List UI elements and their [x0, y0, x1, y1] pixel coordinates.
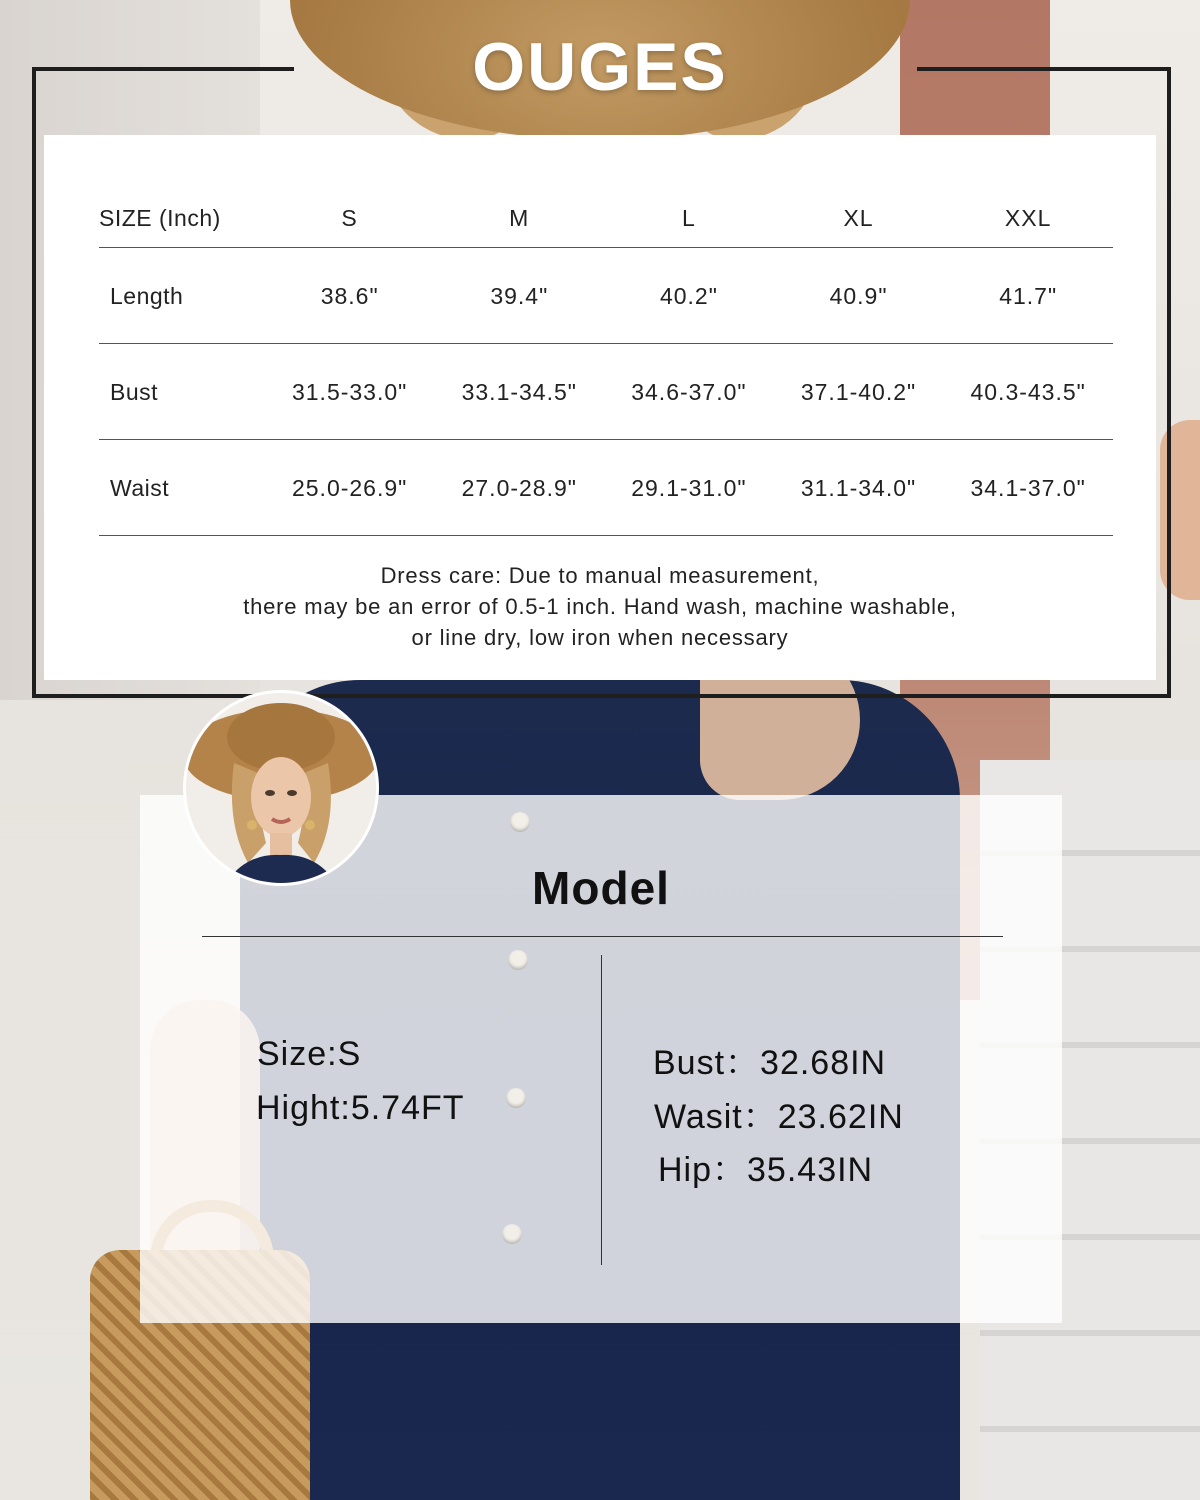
- table-cell: 40.2": [659, 282, 718, 309]
- row-label-waist: Waist: [110, 474, 170, 501]
- model-bust: Bust：32.68IN: [653, 1044, 887, 1082]
- frame-line-right: [1167, 67, 1171, 698]
- size-chart-header-label: SIZE (Inch): [99, 204, 221, 231]
- table-cell: 27.0-28.9": [461, 474, 577, 501]
- table-cell: 34.6-37.0": [631, 378, 747, 405]
- size-column-l: L: [681, 204, 696, 231]
- table-cell: 39.4": [490, 282, 549, 309]
- table-divider: [99, 535, 1113, 536]
- care-note-line-1: Dress care: Due to manual measurement,: [380, 563, 820, 588]
- size-column-m: M: [509, 204, 530, 231]
- table-cell: 37.1-40.2": [800, 378, 917, 405]
- table-cell: 38.6": [320, 282, 379, 309]
- table-cell: 31.5-33.0": [291, 378, 408, 405]
- model-hip: Hip：35.43IN: [658, 1151, 874, 1189]
- model-arm-edge: [1160, 420, 1200, 600]
- model-title: Model: [532, 862, 670, 914]
- size-column-xxl: XXL: [1004, 204, 1052, 231]
- size-chart-header-row: [99, 135, 1113, 248]
- table-cell: 29.1-31.0": [631, 474, 747, 501]
- table-row-waist: [99, 440, 1113, 536]
- table-row-length: [99, 248, 1113, 344]
- dress-button: [502, 1224, 522, 1244]
- model-divider-vertical: [601, 955, 602, 1265]
- size-column-xl: XL: [843, 204, 874, 231]
- dress-button: [506, 1088, 526, 1108]
- frame-line-left: [32, 67, 36, 698]
- table-cell: 25.0-26.9": [291, 474, 408, 501]
- dress-button: [508, 950, 528, 970]
- model-avatar: [186, 693, 376, 883]
- size-column-s: S: [341, 204, 358, 231]
- table-cell: 40.9": [829, 282, 888, 309]
- row-label-bust: Bust: [110, 378, 159, 405]
- care-note-line-3: or line dry, low iron when necessary: [411, 625, 789, 650]
- frame-line-bottom: [32, 694, 1171, 698]
- dress-button: [510, 812, 530, 832]
- table-cell: 40.3-43.5": [970, 378, 1086, 405]
- model-height: Hight:5.74FT: [256, 1089, 465, 1127]
- table-cell: 34.1-37.0": [970, 474, 1086, 501]
- size-chart-table: [99, 135, 1113, 536]
- size-chart-panel: [44, 135, 1156, 680]
- model-divider-horizontal: [202, 936, 1003, 937]
- table-cell: 41.7": [999, 282, 1058, 309]
- care-note-line-2: there may be an error of 0.5-1 inch. Hand wash, machine washable,: [243, 594, 957, 619]
- model-waist: Wasit：23.62IN: [654, 1098, 904, 1136]
- care-note: [44, 560, 1156, 653]
- brand-logo: OUGES: [472, 29, 728, 105]
- row-label-length: Length: [110, 282, 184, 309]
- table-cell: 33.1-34.5": [461, 378, 577, 405]
- model-portrait-icon: [186, 693, 376, 883]
- table-row-bust: [99, 344, 1113, 440]
- table-cell: 31.1-34.0": [800, 474, 917, 501]
- model-size: Size:S: [257, 1035, 362, 1073]
